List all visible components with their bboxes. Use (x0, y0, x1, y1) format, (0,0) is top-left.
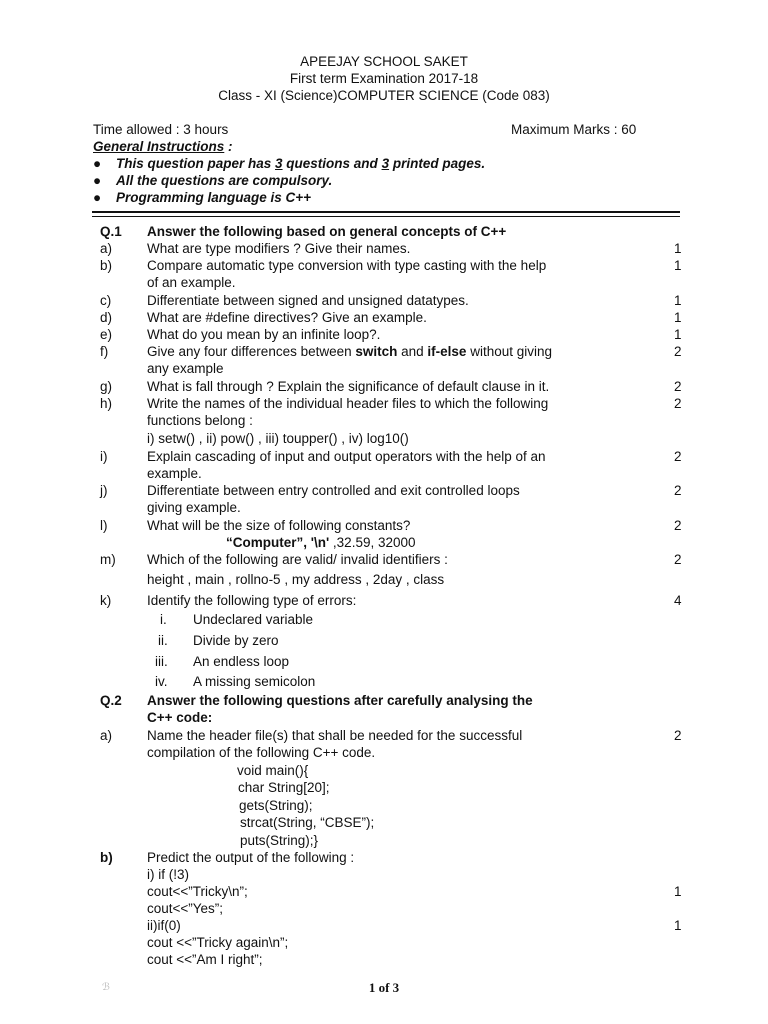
max-marks: Maximum Marks : 60 (511, 122, 637, 137)
q1-item-i: i) Explain cascading of input and output operators with the help of an 2 (100, 449, 682, 464)
marks: 2 (674, 483, 682, 498)
school-name: APEEJAY SCHOOL SAKET (300, 54, 468, 69)
code-line: cout <<”Tricky again\n”; (147, 935, 289, 950)
marks: 2 (674, 552, 682, 567)
instruction-item: ● Programming language is C++ (93, 190, 312, 205)
marks: 2 (674, 396, 682, 411)
q1-item-m: m) Which of the following are valid/ invalid identifiers : 2 (100, 552, 682, 567)
class-subject-line: Class - XI (Science)COMPUTER SCIENCE (Code 083) (218, 88, 550, 103)
marks: 2 (674, 379, 682, 394)
q1-item-k: k) Identify the following type of errors: 4 (100, 593, 682, 608)
marks: 2 (674, 449, 682, 464)
q1-item-c: c) Differentiate between signed and unsigned datatypes. 1 (100, 293, 682, 308)
exam-title: First term Examination 2017-18 (289, 71, 479, 86)
instructions-heading: General Instructions : (93, 139, 233, 154)
code-line: cout<<”Tricky\n”; 1 (147, 884, 682, 899)
divider-thin (92, 216, 680, 217)
q1-item-f: f) Give any four differences between switch and if-else without giving 2 (100, 344, 682, 359)
marks: 4 (674, 593, 682, 608)
list-item: i. Undeclared variable (160, 612, 314, 627)
bullet-icon: ● (93, 190, 102, 205)
q2-heading: Q.2 Answer the following questions after carefully analysing the (100, 693, 533, 708)
code-line: strcat(String, “CBSE”); (240, 815, 375, 830)
q2-item-a: a) Name the header file(s) that shall be needed for the successful 2 (100, 728, 682, 743)
code-line: puts(String);} (240, 833, 319, 848)
q1-item-l: l) What will be the size of following constants? 2 (100, 518, 682, 533)
code-line: ii)if(0) 1 (147, 918, 682, 933)
q1-item-b: b) Compare automatic type conversion with type casting with the help 1 (100, 258, 682, 273)
page-number: 1 of 3 (368, 980, 400, 995)
exam-page: APEEJAY SCHOOL SAKET First term Examination 2017-18 Class - XI (Science)COMPUTER SCIENCE (Code 083) Time allowed : 3 hours Maximum Marks : 60 General Instructions : ● This question paper has 3 questions and 3 printed pages. ● All the questions are compulsory. ● Programming language is C++ Q.1 Answer the following based on general concepts of C++ a) What are type modifiers ? Give their names. 1 b) Compare automatic type conversion with type casting with the help 1 of an example. c) Differentiate between signed and unsigned datatypes. 1 d) What are #define directives? Give an example. 1 e) What do you mean by an infinite loop?. 1 f) Give any four differences between switch and if-else without giving 2 any example g) What is fall through ? Explain the significance of default clause in it. 2 h) Write the names of the individual header files to which the following 2 functions belong : i) setw() , ii) pow() , iii) toupper() , iv) log10() i) Explain cascading of input and output operators with the help of an 2 example. j) Differentiate between entry controlled and exit controlled loops 2 giving example. l) What will be the size of following constants? 2 “Computer”, '\n' ,32.59, 32000 m) Which of the following are valid/ invalid identifiers : 2 height , main , rollno-5 , my address , 2day , class k) Identify the following type of errors: 4 i. Undeclared variable ii. Divide by zero iii. An endless loop iv. A missing semicolon Q.2 Answer the following questions after carefully analysing the C++ code: a) Name the header file(s) that shall be needed for the successful 2 compilation of the following C++ code. void main(){ char String[20]; gets(String); strcat(String, “CBSE”); puts(String);} b) Predict the output of the following : i) if (!3) cout<<”Tricky\n”; 1 cout<<”Yes”; ii)if(0) 1 cout <<”Tricky again\n”; cout <<”Am I right”; ℬ 1 of 3 (0, 0, 768, 1024)
code-line: gets(String); (239, 798, 313, 813)
instructions-title: General Instructions (93, 139, 225, 154)
marks: 1 (674, 310, 682, 325)
q2-item-b: b) Predict the output of the following : (100, 850, 355, 865)
q1-item-g: g) What is fall through ? Explain the significance of default clause in it. 2 (100, 379, 682, 394)
q1-item-j: j) Differentiate between entry controlled and exit controlled loops 2 (100, 483, 682, 498)
code-line: cout<<”Yes”; (147, 901, 224, 916)
marks: 2 (674, 344, 682, 359)
marks: 2 (674, 518, 682, 533)
q1-heading: Q.1 Answer the following based on general concepts of C++ (100, 224, 507, 239)
marks: 1 (674, 884, 682, 899)
marks: 1 (674, 241, 682, 256)
bullet-icon: ● (93, 156, 102, 171)
marks: 1 (674, 327, 682, 342)
marks: 1 (674, 293, 682, 308)
q1-item-h: h) Write the names of the individual header files to which the following 2 (100, 396, 682, 411)
q1-item-a: a) What are type modifiers ? Give their names. 1 (100, 241, 682, 256)
code-line: cout <<”Am I right”; (147, 952, 263, 967)
list-item: iii. An endless loop (155, 654, 290, 669)
code-line: void main(){ (237, 763, 309, 778)
scan-stamp-icon: ℬ (102, 982, 110, 993)
instruction-item: ● This question paper has 3 questions and 3 printed pages. (93, 156, 486, 171)
marks: 1 (674, 918, 682, 933)
instruction-item: ● All the questions are compulsory. (93, 173, 333, 188)
q1-item-e: e) What do you mean by an infinite loop?. 1 (100, 327, 682, 342)
code-line: char String[20]; (238, 780, 330, 795)
code-line: i) if (!3) (147, 867, 189, 882)
marks: 2 (674, 728, 682, 743)
list-item: ii. Divide by zero (158, 633, 279, 648)
list-item: iv. A missing semicolon (155, 674, 316, 689)
divider-thick (92, 211, 680, 213)
q1-item-d: d) What are #define directives? Give an example. 1 (100, 310, 682, 325)
time-allowed: Time allowed : 3 hours (93, 122, 229, 137)
marks: 1 (674, 258, 682, 273)
bullet-icon: ● (93, 173, 102, 188)
meta-row (0, 121, 768, 138)
